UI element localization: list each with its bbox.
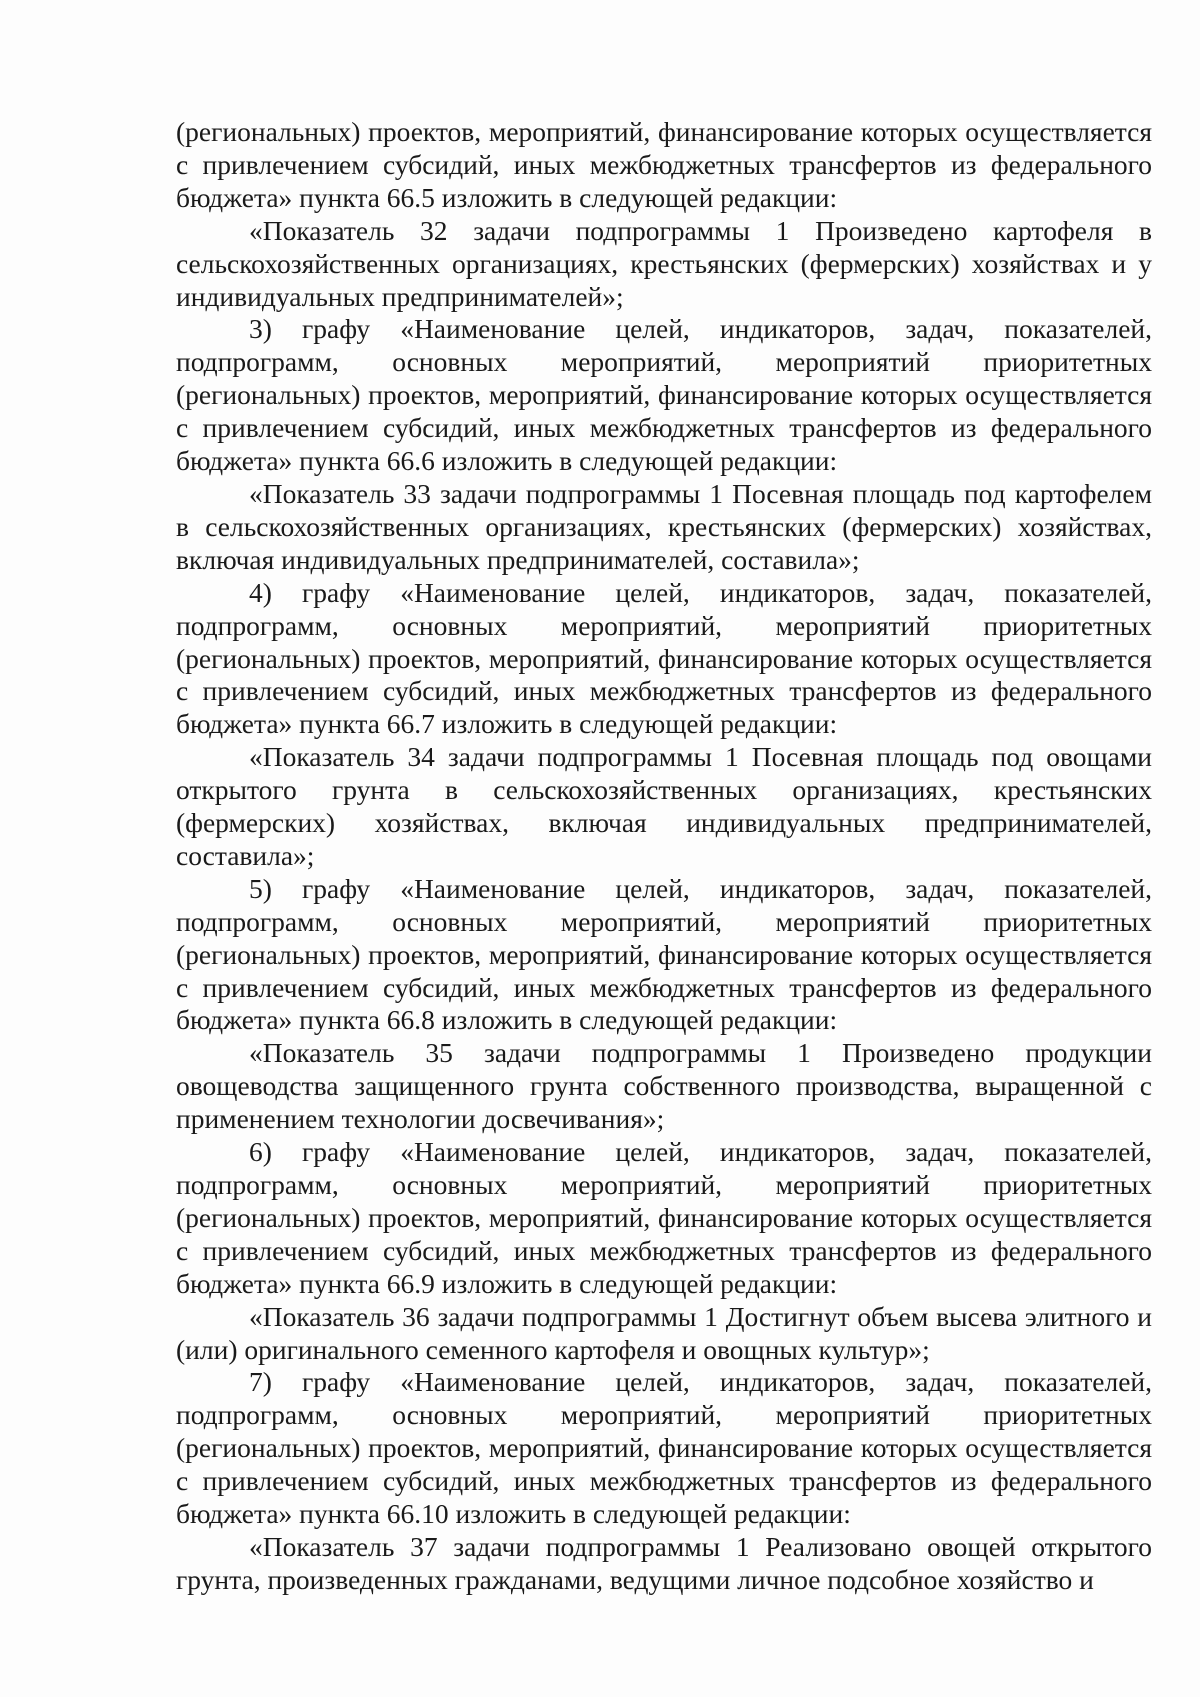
paragraph-item-7: 7) графу «Наименование целей, индикаторов, задач, показателей, подпрограмм, основных мероприятий, мероприятий приоритетных (региональных) проектов, мероприятий, финансирование которых осуществляется с привлечением субсидий, иных межбюджетных трансфертов из федерального бюджета» пункта 66.10 изложить в следующей редакции:: [176, 1366, 1152, 1530]
paragraph-continuation: (региональных) проектов, мероприятий, финансирование которых осуществляется с привлечением субсидий, иных межбюджетных трансфертов из федерального бюджета» пункта 66.5 изложить в следующей редакции:: [176, 116, 1152, 213]
paragraph-item-6: 6) графу «Наименование целей, индикаторов, задач, показателей, подпрограмм, основных мероприятий, мероприятий приоритетных (региональных) проектов, мероприятий, финансирование которых осуществляется с привлечением субсидий, иных межбюджетных трансфертов из федерального бюджета» пункта 66.9 изложить в следующей редакции:: [176, 1136, 1152, 1299]
paragraph-indicator-37: «Показатель 37 задачи подпрограммы 1 Реализовано овощей открытого грунта, произведенных гражданами, ведущими личное подсобное хозяйство и: [176, 1530, 1152, 1595]
paragraph-item-3: 3) графу «Наименование целей, индикаторов, задач, показателей, подпрограмм, основных мероприятий, мероприятий приоритетных (региональных) проектов, мероприятий, финансирование которых осуществляется с привлечением субсидий, иных межбюджетных трансфертов из федерального бюджета» пункта 66.6 изложить в следующей редакции:: [176, 313, 1152, 477]
paragraph-item-4: 4) графу «Наименование целей, индикаторов, задач, показателей, подпрограмм, основных мероприятий, мероприятий приоритетных (региональных) проектов, мероприятий, финансирование которых осуществляется с привлечением субсидий, иных межбюджетных трансфертов из федерального бюджета» пункта 66.7 изложить в следующей редакции:: [176, 576, 1152, 740]
paragraph-indicator-36: «Показатель 36 задачи подпрограммы 1 Достигнут объем высева элитного и (или) оригинального семенного картофеля и овощных культур»;: [176, 1300, 1152, 1365]
paragraph-indicator-32: «Показатель 32 задачи подпрограммы 1 Произведено картофеля в сельскохозяйственных организациях, крестьянских (фермерских) хозяйствах и у индивидуальных предпринимателей»;: [176, 214, 1152, 312]
paragraph-indicator-34: «Показатель 34 задачи подпрограммы 1 Посевная площадь под овощами открытого грунта в сельскохозяйственных организациях, крестьянских (фермерских) хозяйствах, включая индивидуальных предпринимателей, составила»;: [176, 741, 1152, 871]
paragraph-indicator-35: «Показатель 35 задачи подпрограммы 1 Произведено продукции овощеводства защищенного грунта собственного производства, выращенной с применением технологии досвечивания»;: [176, 1037, 1152, 1135]
document-body: [176, 116, 1152, 1597]
paragraph-indicator-33: «Показатель 33 задачи подпрограммы 1 Посевная площадь под картофелем в сельскохозяйственных организациях, крестьянских (фермерских) хозяйствах, включая индивидуальных предпринимателей, составила»;: [176, 477, 1152, 575]
paragraph-item-5: 5) графу «Наименование целей, индикаторов, задач, показателей, подпрограмм, основных мероприятий, мероприятий приоритетных (региональных) проектов, мероприятий, финансирование которых осуществляется с привлечением субсидий, иных межбюджетных трансфертов из федерального бюджета» пункта 66.8 изложить в следующей редакции:: [176, 872, 1152, 1036]
